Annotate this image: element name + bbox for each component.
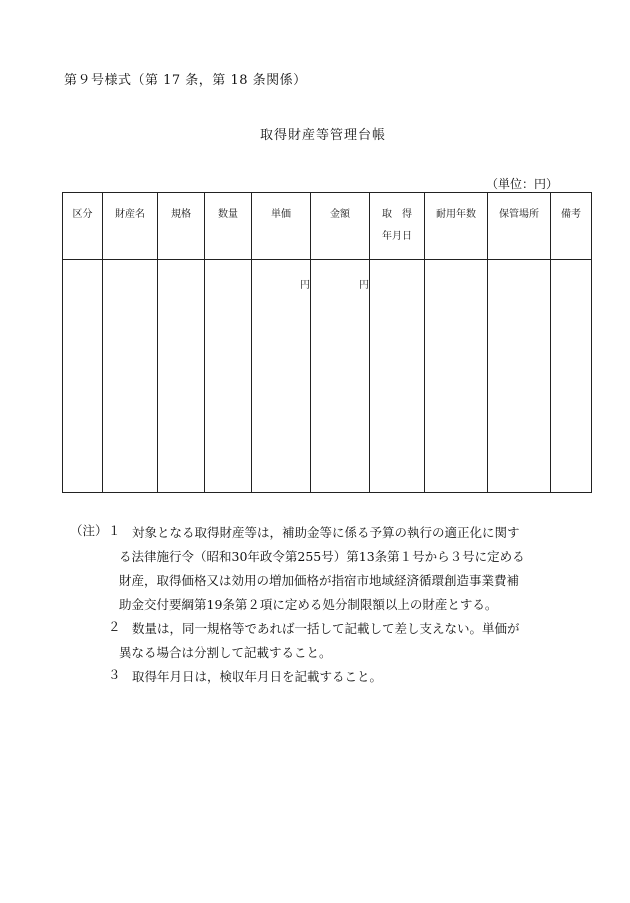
note-line: 異なる場合は分割して記載すること。 [119, 645, 332, 660]
header-asset-name: 財産名 [103, 193, 158, 260]
amount-yen-label: 円 [359, 280, 369, 291]
note-number: ３ [108, 667, 121, 682]
header-useful-life: 耐用年数 [425, 193, 488, 260]
cell-unit-price[interactable] [252, 260, 311, 493]
header-spec: 規格 [158, 193, 205, 260]
cell-quantity[interactable] [205, 260, 252, 493]
notes-section [70, 521, 590, 689]
header-unit-price: 単価 [252, 193, 311, 260]
cell-spec[interactable] [158, 260, 205, 493]
unit-label: （単位：円） [485, 177, 558, 191]
cell-storage-location[interactable] [488, 260, 551, 493]
cell-remarks[interactable] [551, 260, 592, 493]
table-body-row [63, 260, 592, 493]
note-line: 財産，取得価格又は効用の増加価格が指宿市地域経済循環創造事業費補 [119, 573, 520, 588]
header-category: 区分 [63, 193, 103, 260]
header-quantity: 数量 [205, 193, 252, 260]
note-item-1 [70, 521, 590, 617]
note-number: ２ [108, 619, 121, 634]
note-item-3 [70, 665, 590, 689]
note-number: １ [108, 523, 121, 538]
cell-amount[interactable] [311, 260, 370, 493]
cell-category[interactable] [63, 260, 103, 493]
note-line: 対象となる取得財産等は，補助金等に係る予算の執行の適正化に関す [132, 525, 520, 540]
document-title: 取得財産等管理台帳 [259, 128, 386, 143]
note-line: 取得年月日は，検収年月日を記載すること。 [132, 669, 383, 684]
header-remarks: 備考 [551, 193, 592, 260]
notes-label: （注） [70, 523, 108, 538]
note-line: 助金交付要綱第19条第２項に定める処分制限額以上の財産とする。 [119, 597, 498, 612]
note-line: る法律施行令（昭和30年政令第255号）第13条第１号から３号に定める [119, 549, 525, 564]
table-header-row [63, 193, 592, 260]
unit-price-yen-label: 円 [300, 280, 310, 291]
cell-acquisition-date[interactable] [370, 260, 425, 493]
note-line: 数量は，同一規格等であれば一括して記載して差し支えない。単価が [132, 621, 520, 636]
header-storage-location: 保管場所 [488, 193, 551, 260]
form-number: 第９号様式（第 17 条，第 18 条関係） [64, 73, 307, 88]
asset-ledger-table [62, 192, 592, 493]
cell-asset-name[interactable] [103, 260, 158, 493]
note-item-2 [70, 617, 590, 665]
header-acquisition-date: 取 得 年月日 [370, 193, 425, 260]
cell-useful-life[interactable] [425, 260, 488, 493]
header-amount: 金額 [311, 193, 370, 260]
